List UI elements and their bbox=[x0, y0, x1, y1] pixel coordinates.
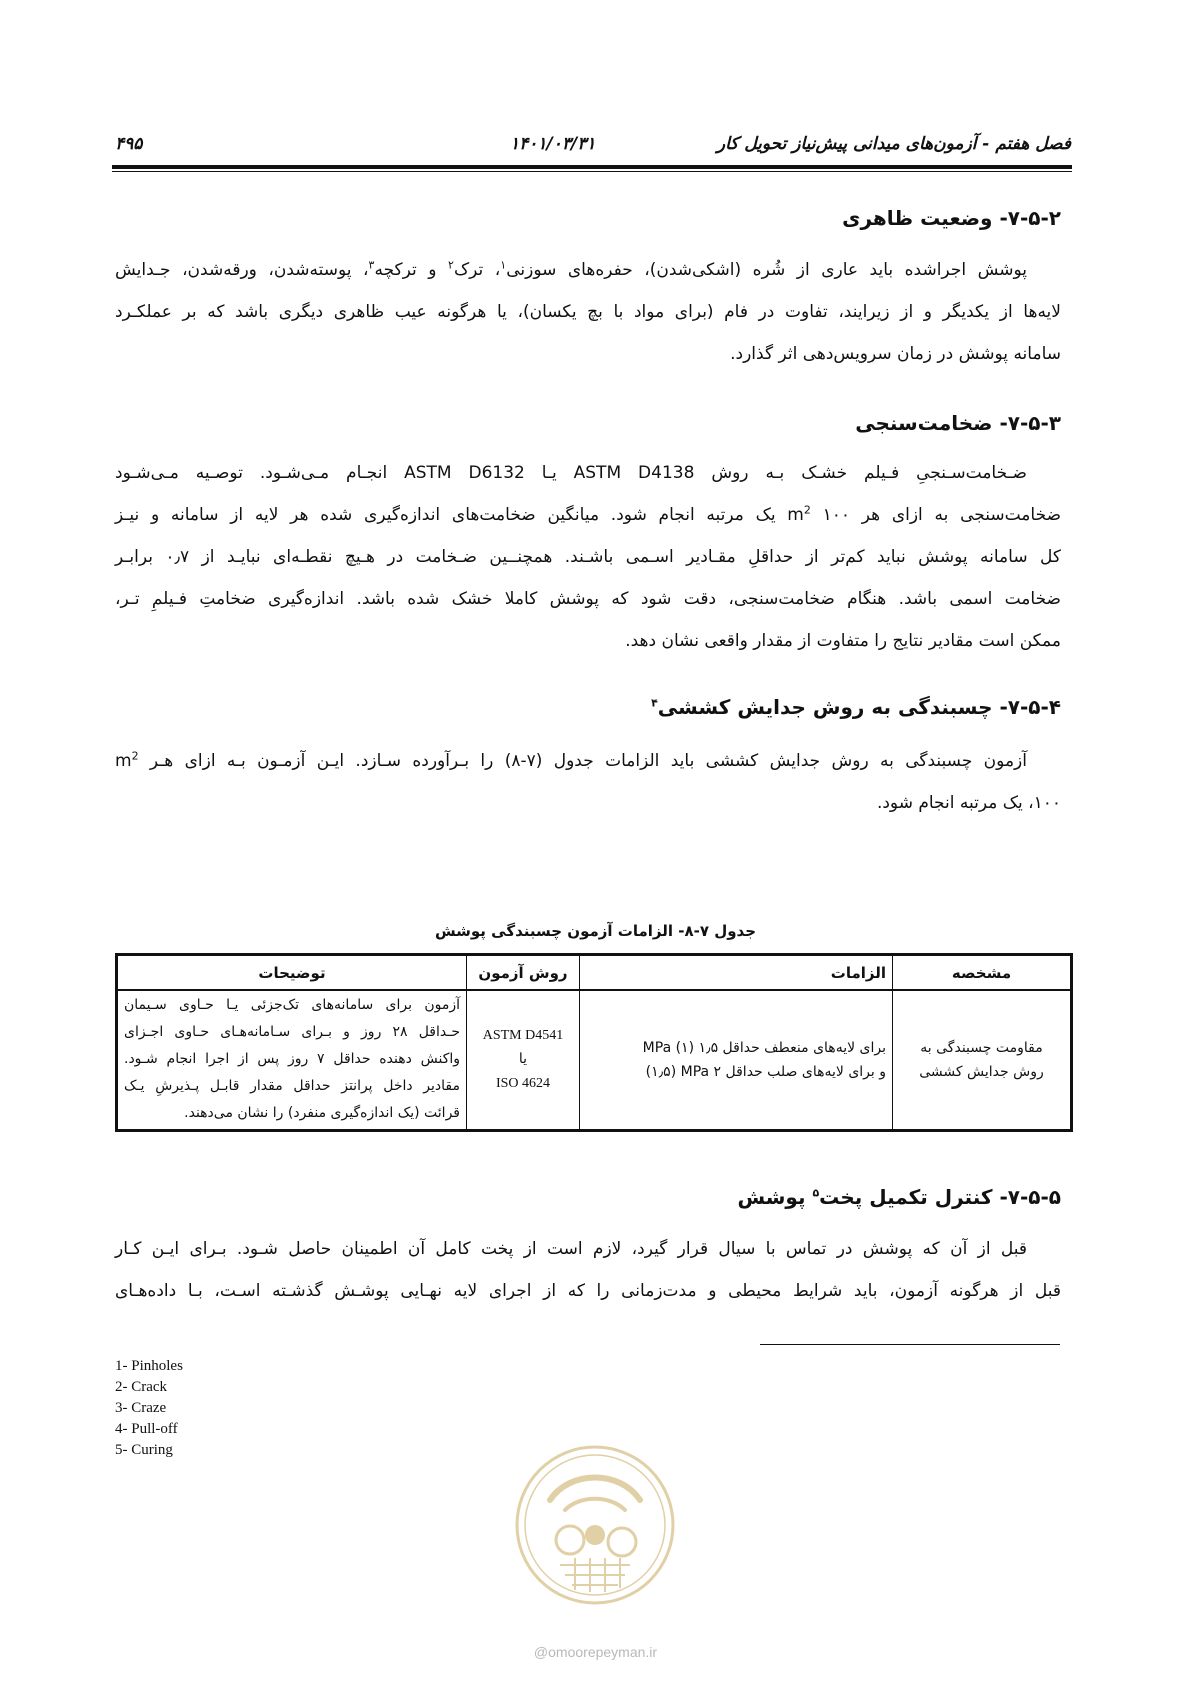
requirements-table bbox=[115, 953, 1073, 1132]
cell-line: یا bbox=[518, 1051, 528, 1067]
footnote: 2- Crack bbox=[115, 1379, 168, 1395]
header-requirements: الزامات bbox=[580, 955, 893, 991]
paragraph-line: قبل از آن که پوشش در تماس با سیال قرار گیرد، لازم است از پخت کامل آن اطمینان حاصل شـود. بـرای ایـن کـار bbox=[115, 1239, 1027, 1259]
header-spec: مشخصه bbox=[893, 955, 1072, 991]
paragraph-line: ۱۰۰، یک مرتبه انجام شود. bbox=[876, 793, 1061, 813]
footnote: 4- Pull-off bbox=[115, 1421, 178, 1437]
cell-line: ASTM D4541 bbox=[482, 1027, 564, 1043]
omoorepeyman-seal-icon bbox=[510, 1440, 680, 1610]
header-method: روش آزمون bbox=[467, 955, 580, 991]
header-rule-thick bbox=[112, 165, 1072, 169]
footnote: 5- Curing bbox=[115, 1442, 173, 1458]
table-header-row bbox=[117, 955, 1072, 991]
footnote: 1- Pinholes bbox=[115, 1358, 183, 1374]
section-heading: ۷-۵-۲- وضعیت ظاهری bbox=[842, 206, 1061, 230]
footnote-rule bbox=[760, 1344, 1060, 1345]
paragraph-line: ممکن است مقادیر نتایج را متفاوت از مقدار واقعی نشان دهد. bbox=[625, 631, 1061, 651]
cell-spec bbox=[893, 990, 1072, 1130]
section-paragraph bbox=[115, 452, 1061, 662]
cell-description bbox=[117, 990, 467, 1130]
page-number: ۴۹۵ bbox=[115, 134, 143, 154]
footnote: 3- Craze bbox=[115, 1400, 167, 1416]
section-heading: ۷-۵-۴- چسبندگی به روش جدایش کششی$^۴$ bbox=[651, 695, 1061, 719]
cell-line: حـداقل ۲۸ روز و بـرای سـامانه‌هـای حـاوی اجـزای bbox=[124, 1024, 460, 1041]
cell-line: ISO 4624 bbox=[495, 1075, 551, 1091]
cell-line: برای لایه‌های منعطف حداقل ۱٫۵ MPa (۱) bbox=[642, 1039, 886, 1056]
paragraph-line: لایه‌ها از یکدیگر و از زیرایند، تفاوت در فام (برای مواد با بچ یکسان)، یا هرگونه عیب ظاهری دیگری باشد که بر عملکـرد bbox=[115, 302, 1061, 322]
cell-line: واکنش دهنده حداقل ۷ روز پس از اجرا انجام شـود. bbox=[124, 1051, 461, 1068]
section-paragraph bbox=[115, 740, 1061, 824]
table-caption: جدول ۷-۸- الزامات آزمون چسبندگی پوشش bbox=[434, 922, 757, 940]
cell-line: روش جدایش کششی bbox=[919, 1063, 1044, 1080]
cell-line: آزمون برای سامانه‌های تک‌جزئی یـا حـاوی سـیمان bbox=[124, 997, 460, 1014]
paragraph-line: قبل از هرگونه آزمون، باید شرایط محیطی و مدت‌زمانی را که از اجرای لایه نهـایی پوشـش گذشـته اسـت، بـا داده‌هـای bbox=[115, 1281, 1061, 1301]
cell-line: قرائت (یک اندازه‌گیری منفرد) را نشان می‌دهند. bbox=[184, 1105, 460, 1122]
cell-line: و برای لایه‌های صلب حداقل MPa ۲ (۱٫۵) bbox=[645, 1063, 886, 1080]
header-rule-thin bbox=[112, 171, 1072, 172]
section-paragraph bbox=[115, 1228, 1061, 1312]
cell-requirements bbox=[580, 990, 893, 1130]
paragraph-line: ضـخامت‌سـنجیِ فـیلم خشـک بـه روش ASTM D4138 یـا ASTM D6132 انجـام مـی‌شـود. توصـیه مـی‌شـود bbox=[115, 463, 1027, 483]
paragraph-line: آزمون چسبندگی به روش جدایش کششی باید الزامات جدول (۷-۸) را بـرآورده سـازد. ایـن آزمـون بـه ازای هـر $m^2$ bbox=[115, 749, 1027, 771]
section-paragraph bbox=[115, 249, 1061, 375]
cell-method bbox=[467, 990, 580, 1130]
paragraph-line: کل سامانه پوشش نباید کم‌تر از حداقلِ مقـادیر اسـمی باشـند. همچنــین ضـخامت در هـیچ نقطـه‌ای نبایـد از ۰٫۷ برابـر bbox=[115, 547, 1061, 567]
page-header bbox=[115, 128, 1071, 158]
cell-line: مقاومت چسبندگی به bbox=[920, 1039, 1043, 1056]
header-description: توضیحات bbox=[117, 955, 467, 991]
paragraph-line: پوشش اجراشده باید عاری از شُره (اشکی‌شدن)، حفره‌های سوزنی$^۱$، ترک$^۲$ و ترکچه$^۳$، پوسته‌شدن، ورقه‌شدن، جـدایش bbox=[115, 258, 1027, 280]
table-row bbox=[117, 990, 1072, 1130]
paragraph-line: ضخامت اسمی باشد. هنگام ضخامت‌سنجی، دقت شود که پوشش کاملا خشک شده باشد. اندازه‌گیری ضخامتِ فـیلمِ تـر، bbox=[115, 589, 1061, 609]
header-date: ۱۴۰۱/۰۳/۳۱ bbox=[510, 134, 596, 154]
section-heading: ۷-۵-۵- کنترل تکمیل پخت$^۵$ پوشش bbox=[737, 1185, 1061, 1209]
section-heading: ۷-۵-۳- ضخامت‌سنجی bbox=[855, 411, 1061, 435]
watermark: @omoorepeyman.ir bbox=[533, 1644, 658, 1660]
paragraph-line: ضخامت‌سنجی به ازای هر $m^2$ ۱۰۰ یک مرتبه انجام شود. میانگین ضخامت‌های اندازه‌گیری شده هر لایه از سامانه و نیـز bbox=[115, 503, 1062, 525]
cell-line: مقادیر داخل پرانتز حداقل مقدار قابـل پـذیرشِ یـک bbox=[124, 1078, 460, 1095]
footnotes bbox=[115, 1356, 183, 1461]
chapter-title: فصل هفتم - آزمون‌های میدانی پیش‌نیاز تحویل کار bbox=[716, 134, 1071, 154]
paragraph-line: سامانه پوشش در زمان سرویس‌دهی اثر گذارد. bbox=[730, 344, 1061, 364]
